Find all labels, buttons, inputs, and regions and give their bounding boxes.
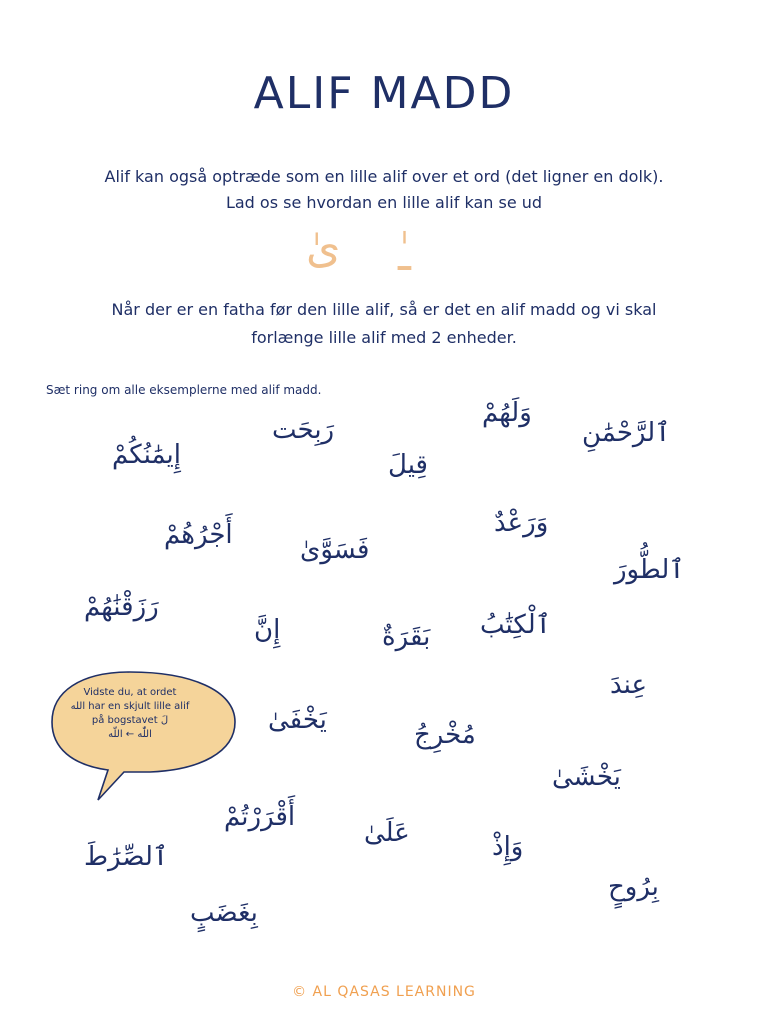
word-item[interactable]: ٱلصِّرَٰطَ <box>84 842 169 872</box>
word-item[interactable]: وَإِذْ <box>492 832 524 862</box>
word-item[interactable]: عِندَ <box>610 670 648 700</box>
word-item[interactable]: أَقْرَرْتُمْ <box>224 802 296 832</box>
speech-bubble-text <box>62 686 198 742</box>
bubble-line-4: اللّٰه ← اللّه <box>108 729 152 740</box>
page-title: ALIF MADD <box>253 68 515 119</box>
word-item[interactable]: ٱلرَّحْمَٰنِ <box>582 418 671 448</box>
word-item[interactable]: ٱلطُّورَ <box>614 555 685 585</box>
footer-copyright: © AL QASAS LEARNING <box>292 984 476 1000</box>
intro-line-1: Alif kan også optræde som en lille alif over et ord (det ligner en dolk). <box>104 167 664 186</box>
word-item[interactable]: وَرَعْدٌ <box>494 508 549 538</box>
rule-line-2: forlænge lille alif med 2 enheder. <box>251 328 517 347</box>
ya-with-dagger-alif: ىٰ <box>306 222 341 273</box>
word-item[interactable]: إِنَّ <box>254 615 281 645</box>
rule-line-1: Når der er en fatha før den lille alif, så er det en alif madd og vi skal <box>111 300 657 319</box>
word-item[interactable]: مُخْرِجُ <box>414 720 476 750</box>
word-item[interactable]: بِغَضَبٍ <box>190 898 258 928</box>
word-item[interactable]: فَسَوَّىٰ <box>300 535 370 565</box>
word-item[interactable]: أَجْرُهُمْ <box>164 520 233 550</box>
word-item[interactable]: رَبِحَت <box>272 415 335 445</box>
exercise-instruction: Sæt ring om alle eksemplerne med alif madd. <box>46 383 322 397</box>
word-item[interactable]: رَزَقْنَٰهُمْ <box>84 592 159 622</box>
word-item[interactable]: وَلَهُمْ <box>482 398 532 428</box>
word-item[interactable]: يَخْشَىٰ <box>552 762 621 792</box>
bubble-line-2: الله har en skjult lille alif <box>70 701 190 712</box>
bubble-line-1: Vidste du, at ordet <box>83 687 177 698</box>
intro-line-2: Lad os se hvordan en lille alif kan se ud <box>225 193 543 212</box>
word-item[interactable]: يَخْفَىٰ <box>268 705 327 735</box>
word-item[interactable]: بَقَرَةٌ <box>382 622 431 652</box>
word-item[interactable]: عَلَىٰ <box>364 818 410 848</box>
word-item[interactable]: ٱلْكِتَٰبُ <box>480 610 551 640</box>
word-item[interactable]: قِيلَ <box>388 450 428 480</box>
word-item[interactable]: إِيمَٰنُكُمْ <box>112 440 181 470</box>
bubble-line-3: på bogstavet لَ <box>91 715 169 726</box>
word-item[interactable]: بِرُوحٍ <box>608 872 659 902</box>
dagger-alif-on-bar: ـٰ <box>398 230 411 281</box>
